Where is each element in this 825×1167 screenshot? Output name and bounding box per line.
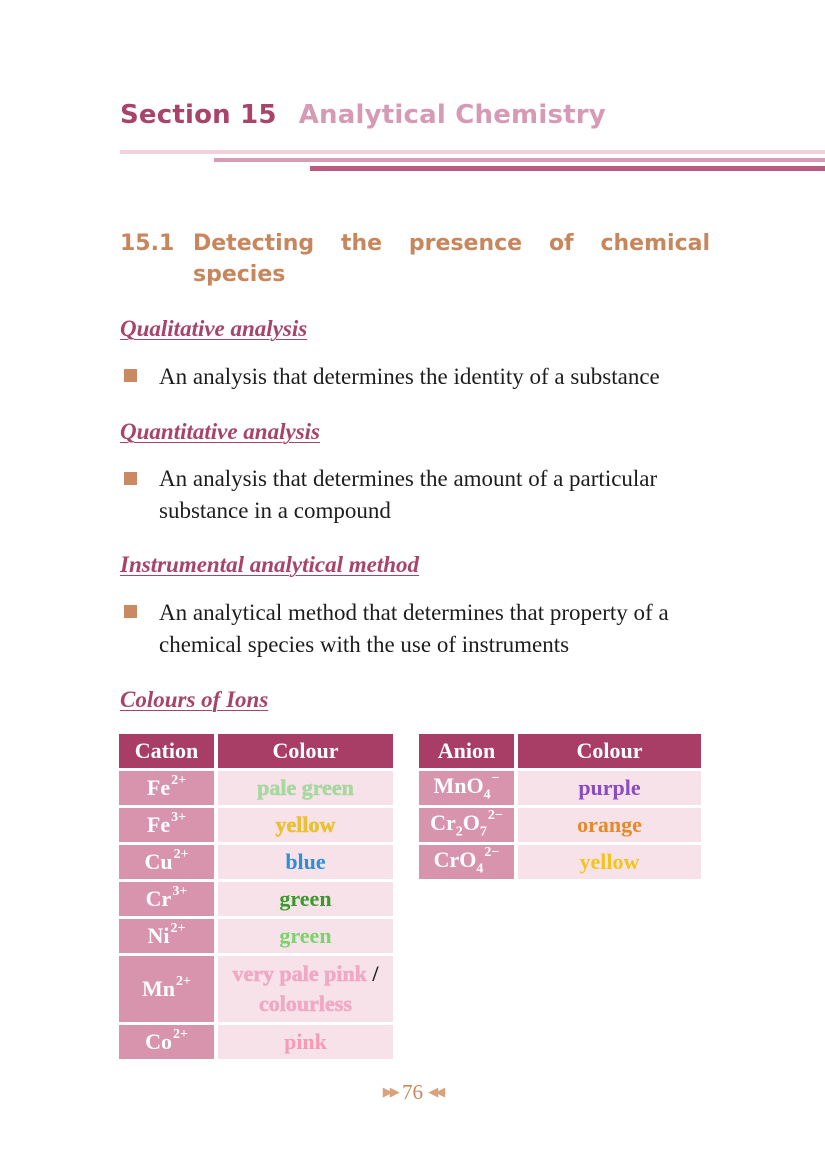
subsection-title: Detecting the presence of chemical species [193, 231, 710, 287]
ion-cell: $Fe^{3+}$ [119, 808, 214, 842]
ion-cell: $Co^{2+}$ [119, 1025, 214, 1059]
table-row [119, 771, 393, 805]
colour-cell: yellow [518, 845, 701, 879]
colour-cell: blue [218, 845, 393, 879]
bullet-square [124, 605, 137, 618]
colour-cell: very pale pink / colourless [218, 956, 393, 1022]
term-definition-instrumental: An analytical method that determines that property of a chemical species with the use of instruments [159, 600, 669, 657]
cation-colour-table [115, 731, 397, 1062]
table-row [119, 845, 393, 879]
table-row [419, 845, 701, 879]
table-row [419, 771, 701, 805]
header-rule-dark [310, 166, 825, 171]
page-number [0, 1080, 825, 1105]
double-arrow-left-icon: ◀◀ [428, 1085, 443, 1100]
cation-header: Cation [119, 734, 214, 768]
anion-colour-header: Colour [518, 734, 701, 768]
table-row [119, 882, 393, 916]
bullet-square [124, 369, 137, 382]
ion-cell: MnO$_4$− [419, 771, 514, 805]
table-row [119, 808, 393, 842]
colour-cell: orange [518, 808, 701, 842]
term-heading-qualitative: Qualitative analysis [120, 316, 308, 341]
colour-cell: green [218, 882, 393, 916]
colour-cell: pink [218, 1025, 393, 1059]
term-heading-instrumental: Instrumental analytical method [120, 552, 420, 577]
colour-cell: yellow [218, 808, 393, 842]
header-rule-light [120, 150, 825, 154]
ion-cell: CrO$_4^{2-}$ [419, 845, 514, 879]
ion-cell: $Ni^{2+}$ [119, 919, 214, 953]
table-row [119, 1025, 393, 1059]
anion-colour-table [415, 731, 705, 882]
colour-cell: green [218, 919, 393, 953]
page-number-value: 76 [402, 1080, 423, 1104]
colour-cell: purple [518, 771, 701, 805]
double-arrow-right-icon: ▶▶ [382, 1085, 397, 1100]
section-header [120, 100, 606, 130]
bullet-square [124, 472, 137, 485]
ion-cell: $Cu^{2+}$ [119, 845, 214, 879]
header-rule-medium [214, 158, 825, 162]
term-heading-quantitative: Quantitative analysis [120, 419, 320, 444]
ions-heading: Colours of Ions [120, 687, 269, 712]
ion-cell: $Cr^{3+}$ [119, 882, 214, 916]
term-definition-quantitative: An analysis that determines the amount of a particular substance in a compound [159, 466, 658, 523]
table-row [119, 956, 393, 1022]
subsection-heading [120, 228, 710, 290]
table-row [419, 808, 701, 842]
section-title: Analytical Chemistry [298, 100, 606, 130]
cation-colour-header: Colour [218, 734, 393, 768]
section-number: Section 15 [120, 100, 277, 130]
table-row [119, 919, 393, 953]
colour-cell: pale green [218, 771, 393, 805]
ion-cell: $Fe^{2+}$ [119, 771, 214, 805]
subsection-number: 15.1 [120, 231, 175, 256]
anion-header: Anion [419, 734, 514, 768]
term-definition-qualitative: An analysis that determines the identity of a substance [159, 364, 660, 389]
ion-cell: $Mn^{2+}$ [119, 956, 214, 1022]
ion-cell: $Cr_2O_7^{2-}$ [419, 808, 514, 842]
